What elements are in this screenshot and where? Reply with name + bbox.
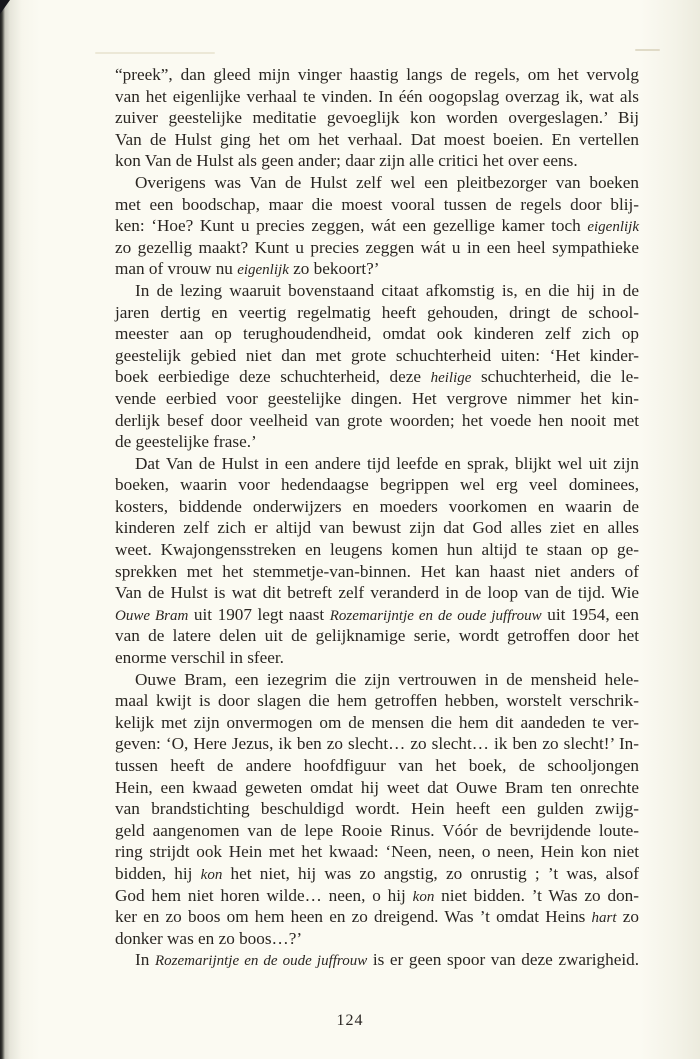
text-line-p5 — [115, 906, 639, 928]
text-line-p5 — [115, 798, 639, 820]
text-line-p5 — [115, 755, 639, 777]
paper-smudge — [635, 49, 660, 51]
text-line-p4 — [115, 647, 639, 669]
text-segment: In de lezing waaruit bovenstaand citaat afkomstig is, en die hij in de — [135, 280, 639, 300]
text-line-p1 — [115, 107, 639, 129]
italic-title: eigenlijk — [237, 262, 289, 279]
text-segment: ken: ‘Hoe? Kunt u precies zeggen, wát een gezellige kamer toch — [115, 216, 588, 236]
text-segment: van brandstichting beschuldigd wordt. Hein heeft een gulden zwijg- — [115, 799, 639, 819]
text-segment: zo gezellig maakt? Kunt u precies zeggen wát u in een heel sympathieke — [115, 237, 639, 257]
text-line-p3 — [115, 345, 639, 367]
text-line-p5 — [115, 712, 639, 734]
paper-smudge — [95, 52, 215, 54]
text-segment: vende eerbied voor geestelijke dingen. Het vergrove nimmer het kin- — [115, 388, 639, 408]
text-segment: man of vrouw nu — [115, 259, 238, 279]
page-corner-shadow — [0, 0, 10, 14]
text-line-p5 — [115, 928, 639, 950]
text-line-p4 — [115, 496, 639, 518]
text-segment: zuiver geestelijke meditatie gevoeglijk kon worden overgeslagen.’ Bij — [115, 108, 639, 128]
text-line-p2 — [115, 258, 639, 280]
text-segment: Van de Hulst ging het om het verhaal. Dat moest boeien. En vertellen — [115, 129, 639, 149]
text-line-p4 — [115, 539, 639, 561]
text-segment: God hem niet horen wilde… neen, o hij — [115, 885, 413, 905]
text-segment: de geestelijke frase.’ — [115, 432, 257, 452]
text-segment: ring strijdt ook Hein met het kwaad: ‘Neen, neen, o neen, Hein kon niet — [115, 842, 639, 862]
text-segment: bidden, hij — [115, 863, 201, 883]
body-text — [115, 64, 639, 971]
text-line-p4 — [115, 453, 639, 475]
text-line-p2 — [115, 172, 639, 194]
text-line-p5 — [115, 820, 639, 842]
text-line-p5 — [115, 863, 639, 885]
text-segment: jaren dertig en veertig regelmatig heeft gehouden, dringt de school- — [115, 302, 639, 322]
text-segment: schuchterheid, die le- — [471, 367, 640, 387]
text-line-p5 — [115, 733, 639, 755]
italic-title: eigenlijk — [587, 219, 639, 236]
text-segment: geestelijk gebied niet dan met grote schuchterheid uiten: ‘Het kinder- — [115, 345, 639, 365]
text-segment: kosters, biddende onderwijzers en moeders voorkomen en waarin de — [115, 496, 639, 516]
text-line-p1 — [115, 150, 639, 172]
text-segment: zo bekoort?’ — [288, 259, 380, 279]
text-segment: tussen heeft de andere hoofdfiguur van het boek, de schooljongen — [115, 756, 639, 775]
text-segment: is er geen spoor van deze zwarigheid. — [367, 950, 639, 970]
text-line-p2 — [115, 194, 639, 216]
text-line-p4 — [115, 625, 639, 647]
text-line-p3 — [115, 388, 639, 410]
text-segment: kinderen zelf zich er altijd van bewust zijn dat God alles ziet en alles — [115, 518, 639, 538]
italic-title: Rozemarijntje en de oude juffrouw — [329, 607, 542, 624]
text-segment: van de latere delen uit de gelijknamige serie, wordt getroffen door het — [115, 626, 639, 646]
text-segment: met een boodschap, maar die moest vooral tussen de regels door blij- — [115, 194, 639, 214]
text-segment: van het eigenlijke verhaal te vinden. In één oogopslag overzag ik, wat als — [115, 86, 639, 106]
text-line-p4 — [115, 517, 639, 539]
italic-title: Ouwe Bram — [115, 607, 189, 624]
text-line-p5 — [115, 885, 639, 907]
text-segment: Ouwe Bram, een iezegrim die zijn vertrouwen in de mensheid hele- — [135, 669, 639, 689]
text-line-p3 — [115, 431, 639, 453]
page-number: 124 — [336, 1012, 364, 1029]
text-segment: boeken, waarin voor hedendaagse begrippen wel erg veel dominees, — [115, 475, 639, 495]
text-line-p3 — [115, 410, 639, 432]
italic-title: kon — [412, 888, 435, 905]
text-segment: sprekken met het stemmetje-van-binnen. Het kan haast niet anders of — [115, 561, 639, 581]
text-segment: donker was en zo boos…?’ — [115, 928, 303, 948]
text-segment: zo — [616, 907, 639, 927]
text-segment: maal kwijt is door slagen die hem getroffen hebben, worstelt verschrik- — [115, 691, 639, 711]
text-line-p3 — [115, 280, 639, 302]
text-segment: geven: ‘O, Here Jezus, ik ben zo slecht… zo slecht… ik ben zo slecht!’ In- — [115, 734, 639, 754]
text-line-p3 — [115, 302, 639, 324]
text-line-p4 — [115, 474, 639, 496]
text-segment: Hein, een kwaad geweten omdat hij weet dat Ouwe Bram ten onrechte — [115, 777, 639, 797]
text-segment: derlijk besef door veelheid van grote woorden; het voede hen nooit met — [115, 410, 639, 430]
text-line-p2 — [115, 215, 639, 237]
text-segment: In — [135, 950, 155, 970]
text-segment: Overigens was Van de Hulst zelf wel een pleitbezorger van boeken — [135, 172, 639, 192]
italic-title: Rozemarijntje en de oude juffrouw — [154, 953, 368, 970]
text-line-p3 — [115, 323, 639, 345]
text-line-p1 — [115, 129, 639, 151]
italic-title: kon — [200, 866, 223, 883]
text-line-p5 — [115, 669, 639, 691]
text-segment: “preek”, dan gleed mijn vinger haastig langs de regels, om het vervolg — [115, 65, 639, 84]
text-segment: Van de Hulst is wat dit betreft zelf veranderd in de loop van de tijd. Wie — [115, 583, 639, 603]
text-line-p2 — [115, 237, 639, 259]
text-segment: meester aan op terughoudendheid, omdat ook kinderen zelf zich op — [115, 324, 639, 344]
text-segment: kon Van de Hulst als geen ander; daar zijn alle critici het over eens. — [115, 151, 578, 171]
text-segment: kelijk met zijn onvermogen om de mensen die hem dit aandeden te ver- — [115, 712, 639, 732]
text-segment: boek eerbiedige deze schuchterheid, deze — [115, 367, 431, 387]
text-segment: weet. Kwajongensstreken en leugens komen hun altijd te staan op ge- — [115, 540, 639, 560]
text-line-p5 — [115, 777, 639, 799]
text-segment: geld aangenomen van de lepe Rooie Rinus. Vóór de bevrijdende loute- — [115, 820, 639, 840]
text-line-p4 — [115, 604, 639, 626]
italic-title: hart — [591, 910, 617, 927]
text-segment: Dat Van de Hulst in een andere tijd leefde en sprak, blijkt wel uit zijn — [135, 453, 639, 473]
text-line-p4 — [115, 582, 639, 604]
text-line-p1 — [115, 86, 639, 108]
italic-title: heilige — [430, 370, 472, 387]
text-line-p3 — [115, 366, 639, 388]
text-segment: niet bidden. ’t Was zo don- — [434, 885, 639, 905]
text-segment: ker en zo boos om hem heen en zo dreigend. Was ’t omdat Heins — [115, 907, 592, 927]
text-line-p1 — [115, 64, 639, 86]
text-line-p4 — [115, 561, 639, 583]
text-segment: uit 1907 legt naast — [188, 604, 330, 624]
text-line-p5 — [115, 841, 639, 863]
text-line-p6 — [115, 949, 639, 971]
text-segment: het niet, hij was zo angstig, zo onrustig ; ’t was, alsof — [222, 863, 639, 883]
text-segment: uit 1954, een — [541, 604, 640, 624]
text-segment: enorme verschil in sfeer. — [115, 648, 284, 668]
text-line-p5 — [115, 690, 639, 712]
